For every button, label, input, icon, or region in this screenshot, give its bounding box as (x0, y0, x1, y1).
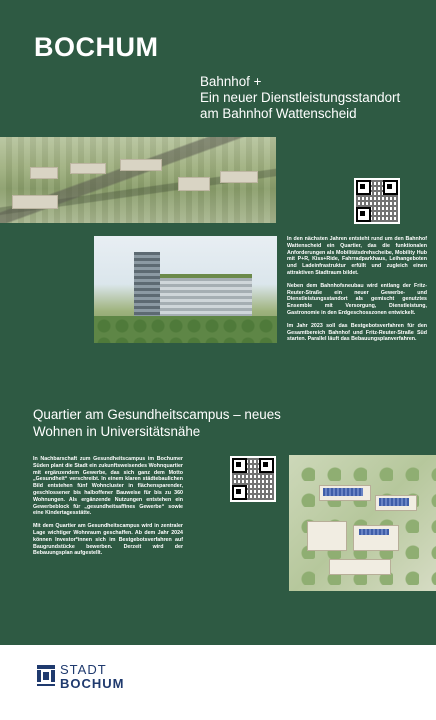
section2-title (33, 406, 323, 440)
section1-text (287, 236, 427, 349)
site-plan-gesundheitscampus (289, 455, 436, 591)
section2-text (33, 456, 183, 563)
stadt-bochum-logo-icon (36, 662, 56, 688)
section1-title (200, 74, 430, 122)
aerial-photo-bahnhof (0, 137, 276, 223)
logo-line-stadt: STADT (60, 662, 107, 677)
section1-paragraph: Im Jahr 2023 soll das Bestgebotsverfahren für den Gesamtbereich Bahnhof und Fritz-Reuter-Straße Süd starten. Parallel läuft das Bebauungsplanverfahren. (287, 322, 427, 343)
brand-title: BOCHUM (34, 32, 159, 62)
section1-title-line: Bahnhof + (200, 74, 262, 89)
stadt-bochum-logo[interactable] (60, 663, 125, 691)
section1-title-line: Ein neuer Dienstleistungsstandort (200, 90, 401, 105)
section2-title-line: Wohnen in Universitätsnähe (33, 424, 201, 439)
qr-code-icon[interactable] (230, 456, 276, 502)
section1-paragraph: Neben dem Bahnhofsneubau wird entlang der Fritz-Reuter-Straße ein neuer Gewerbe- und Dienstleistungsstandort als gemischt genutztes Ensemble mit Versorgung, Dienstleistung, Gastronomie in den Erdgeschosszonen entwickelt. (287, 282, 427, 316)
rendering-office-building (94, 236, 277, 343)
section1-paragraph: In den nächsten Jahren entsteht rund um den Bahnhof Wattenscheid ein Quartier, das die funktionalen Anforderungen als Mobilitätsdrehscheibe, Mobility Hub mit P+R, Kiss+Ride, Fahrradparkhaus, Leihangeboten und Ladeinfrastruktur erfüllt und zugleich einen attraktiven Stadtraum bildet. (287, 236, 427, 276)
logo-line-bochum: BOCHUM (60, 676, 125, 691)
section1-title-line: am Bahnhof Wattenscheid (200, 106, 357, 121)
section2-paragraph: Mit dem Quartier am Gesundheitscampus wird in zentraler Lage wichtiger Wohnraum geschaffen. Ab dem Jahr 2024 können Investor*innen sich im Bestgebotsverfahren auf Baugrundstücke bewerben. Derzeit wird der Bebauungsplan aufgestellt. (33, 523, 183, 557)
section2-paragraph: In Nachbarschaft zum Gesundheitscampus im Bochumer Süden plant die Stadt ein zukunftsweisendes Wohnquartier mit ergänzendem Gewerbe, das sich ganz dem Motto „Gesundheit“ verschreibt. In einem klaren städtebaulichen Bild entstehen fünf Wohncluster in flächensparender, geschlossener bis halboffener Bauweise für bis zu 360 Wohnungen. Als ergänzende Nutzungen entstehen ein Gewerbeblock für „gesundheitsaffines Gewerbe“ sowie eine Kindertagesstätte. (33, 456, 183, 517)
qr-code-icon[interactable] (354, 178, 400, 224)
section2-title-line: Quartier am Gesundheitscampus – neues (33, 407, 281, 422)
